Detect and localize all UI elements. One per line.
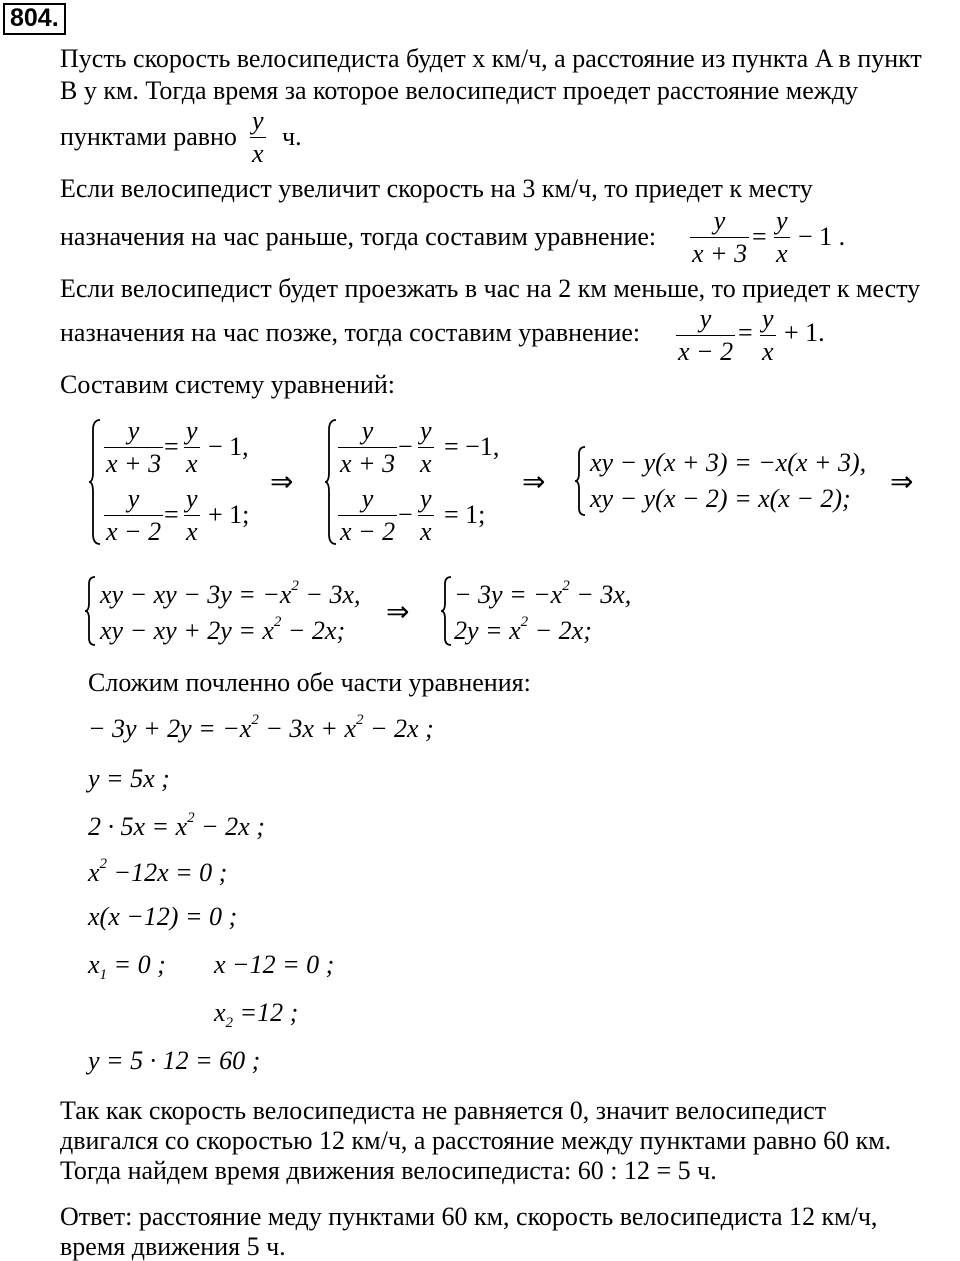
step3-a: 2 · 5x = x bbox=[88, 812, 188, 841]
eq1-left-fraction bbox=[690, 208, 749, 267]
p2-line1: Если велосипедист увеличит скорость на 3 км/ч, то приедет к месту bbox=[60, 174, 813, 203]
p3-line2: назначения на час позже, тогда составим уравнение: bbox=[60, 318, 641, 347]
numerator: y bbox=[420, 416, 432, 445]
fraction-bar bbox=[418, 515, 434, 516]
fraction-bar bbox=[676, 335, 735, 336]
denominator: x bbox=[776, 239, 788, 268]
denominator: x bbox=[420, 517, 432, 546]
sys5-row2 bbox=[454, 614, 592, 645]
sys4-row2 bbox=[100, 614, 346, 645]
answer-line1: Ответ: расстояние меду пунктами 60 км, скорость велосипедиста 12 км/ч, bbox=[60, 1202, 878, 1231]
numerator: y bbox=[127, 416, 140, 445]
exponent: 2 bbox=[187, 810, 195, 826]
step-7 bbox=[214, 998, 299, 1031]
sys1-row1-tail: − 1, bbox=[208, 432, 249, 461]
denominator: x − 2 bbox=[106, 517, 162, 546]
eq-sign: = bbox=[738, 318, 753, 347]
denominator: x + 3 bbox=[106, 449, 162, 478]
left-brace bbox=[440, 576, 452, 646]
p1-line1: Пусть скорость велосипедиста будет x км/ч, а расстояние из пункта A в пункт bbox=[60, 44, 922, 73]
answer-line2: время движения 5 ч. bbox=[60, 1232, 286, 1261]
sys4-row1-b: − 3x, bbox=[298, 580, 361, 609]
p5-text: Сложим почленно обе части уравнения: bbox=[88, 668, 531, 697]
numerator: y bbox=[699, 304, 712, 333]
sys2-row1-left-fraction bbox=[338, 418, 397, 477]
subscript: 2 bbox=[225, 1015, 234, 1031]
denominator: x − 2 bbox=[340, 517, 396, 546]
fraction-bar bbox=[104, 515, 163, 516]
fraction-bar bbox=[338, 515, 397, 516]
sys3-row2: xy − y(x − 2) = x(x − 2); bbox=[590, 484, 851, 513]
fraction-bar bbox=[760, 335, 776, 336]
implies-arrow: ⇒ bbox=[522, 465, 546, 498]
eq2-tail: + 1. bbox=[784, 318, 825, 347]
sys1-row2-left-fraction bbox=[104, 486, 163, 545]
implies-arrow: ⇒ bbox=[270, 465, 294, 498]
implies-arrow: ⇒ bbox=[890, 465, 914, 498]
step-1 bbox=[88, 712, 434, 743]
step6-b: = 0 ; bbox=[107, 950, 166, 979]
numerator: y bbox=[713, 206, 726, 235]
sys2-row1-tail: = −1, bbox=[444, 432, 500, 461]
sys5-row1-b: − 3x, bbox=[569, 580, 632, 609]
fraction-bar bbox=[774, 237, 790, 238]
p2-line2: назначения на час раньше, тогда составим уравнение: bbox=[60, 222, 657, 251]
minus-sign: − bbox=[398, 500, 413, 529]
denominator: x + 3 bbox=[692, 239, 748, 268]
p6-line3: Тогда найдем время движения велосипедиста: 60 : 12 = 5 ч. bbox=[60, 1156, 717, 1185]
sys4-row2-a: xy − xy + 2y = x bbox=[100, 616, 274, 645]
numerator: y bbox=[361, 484, 374, 513]
sys5-row1 bbox=[454, 578, 632, 609]
p1-unit: ч. bbox=[282, 122, 302, 151]
exponent: 2 bbox=[99, 856, 108, 872]
sys2-row1-right-fraction bbox=[418, 418, 434, 477]
step-5: x(x −12) = 0 ; bbox=[88, 902, 238, 931]
numerator: y bbox=[420, 484, 432, 513]
left-brace bbox=[324, 418, 338, 546]
step-3 bbox=[88, 810, 265, 841]
sys1-row2-tail: + 1; bbox=[208, 500, 250, 529]
sys5-row2-b: − 2x; bbox=[528, 616, 592, 645]
step-6-left bbox=[88, 950, 166, 983]
fraction-time bbox=[250, 108, 266, 167]
step1-c: − 2x ; bbox=[363, 714, 434, 743]
sys4-row1 bbox=[100, 578, 361, 609]
eq1-right-fraction bbox=[774, 208, 790, 267]
step-4 bbox=[88, 856, 228, 887]
denominator: x bbox=[762, 337, 774, 366]
denominator: x + 3 bbox=[340, 449, 396, 478]
p1-line3: пунктами равно bbox=[60, 122, 237, 151]
step1-a: − 3y + 2y = −x bbox=[88, 714, 252, 743]
eq2-right-fraction bbox=[760, 306, 776, 365]
exponent: 2 bbox=[355, 712, 364, 728]
left-brace bbox=[84, 576, 96, 646]
eq2-left-fraction bbox=[676, 306, 735, 365]
eq-sign: = bbox=[164, 432, 179, 461]
sys2-row2-tail: = 1; bbox=[444, 500, 486, 529]
sys4-row2-b: − 2x; bbox=[281, 616, 346, 645]
p1-line2: B y км. Тогда время за которое велосипедист проедет расстояние между bbox=[60, 76, 858, 105]
denominator: x bbox=[186, 517, 198, 546]
exponent: 2 bbox=[273, 614, 282, 630]
fraction-bar bbox=[184, 447, 200, 448]
step6-a: x bbox=[88, 950, 100, 979]
p4-text: Составим систему уравнений: bbox=[60, 370, 395, 399]
implies-arrow: ⇒ bbox=[386, 595, 410, 628]
step-2: y = 5x ; bbox=[88, 764, 170, 793]
minus-sign: − bbox=[398, 432, 413, 461]
eq-sign: = bbox=[164, 500, 179, 529]
step7-a: x bbox=[214, 998, 226, 1027]
fraction-bar bbox=[418, 447, 434, 448]
fraction-denominator: x bbox=[252, 139, 264, 168]
exponent: 2 bbox=[291, 578, 299, 594]
sys1-row2-right-fraction bbox=[184, 486, 200, 545]
step7-b: =12 ; bbox=[233, 998, 299, 1027]
denominator: x bbox=[420, 449, 432, 478]
step-6-right: x −12 = 0 ; bbox=[214, 950, 335, 979]
sys2-row2-left-fraction bbox=[338, 486, 397, 545]
step-8: y = 5 · 12 = 60 ; bbox=[88, 1046, 261, 1075]
subscript: 1 bbox=[99, 967, 108, 983]
p6-line1: Так как скорость велосипедиста не равняется 0, значит велосипедист bbox=[60, 1096, 827, 1125]
step1-b: − 3x + x bbox=[258, 714, 356, 743]
numerator: y bbox=[762, 304, 774, 333]
fraction-numerator: y bbox=[252, 106, 264, 135]
fraction-bar bbox=[250, 137, 266, 138]
fraction-bar bbox=[184, 515, 200, 516]
fraction-bar bbox=[690, 237, 749, 238]
sys1-row1-left-fraction bbox=[104, 418, 163, 477]
sys3-row1: xy − y(x + 3) = −x(x + 3), bbox=[590, 448, 867, 477]
step4-b: −12x = 0 ; bbox=[107, 858, 228, 887]
denominator: x − 2 bbox=[678, 337, 734, 366]
exponent: 2 bbox=[251, 712, 259, 728]
denominator: x bbox=[186, 449, 198, 478]
p6-line2: двигался со скоростью 12 км/ч, а расстояние между пунктами равно 60 км. bbox=[60, 1126, 892, 1155]
numerator: y bbox=[361, 416, 374, 445]
numerator: y bbox=[186, 416, 198, 445]
step4-a: x bbox=[88, 858, 100, 887]
fraction-bar bbox=[104, 447, 163, 448]
step3-b: − 2x ; bbox=[194, 812, 265, 841]
numerator: y bbox=[186, 484, 198, 513]
left-brace bbox=[574, 446, 586, 516]
fraction-bar bbox=[338, 447, 397, 448]
sys1-row1-right-fraction bbox=[184, 418, 200, 477]
numerator: y bbox=[127, 484, 140, 513]
problem-number: 804. bbox=[3, 3, 66, 35]
exponent: 2 bbox=[562, 578, 570, 594]
exponent: 2 bbox=[520, 614, 529, 630]
eq1-tail: − 1 . bbox=[798, 222, 846, 251]
sys5-row2-a: 2y = x bbox=[454, 616, 521, 645]
p3-line1: Если велосипедист будет проезжать в час на 2 км меньше, то приедет к месту bbox=[60, 274, 921, 303]
left-brace bbox=[88, 418, 102, 546]
eq-sign: = bbox=[752, 222, 767, 251]
sys5-row1-a: − 3y = −x bbox=[454, 580, 563, 609]
sys4-row1-a: xy − xy − 3y = −x bbox=[100, 580, 292, 609]
numerator: y bbox=[776, 206, 788, 235]
sys2-row2-right-fraction bbox=[418, 486, 434, 545]
